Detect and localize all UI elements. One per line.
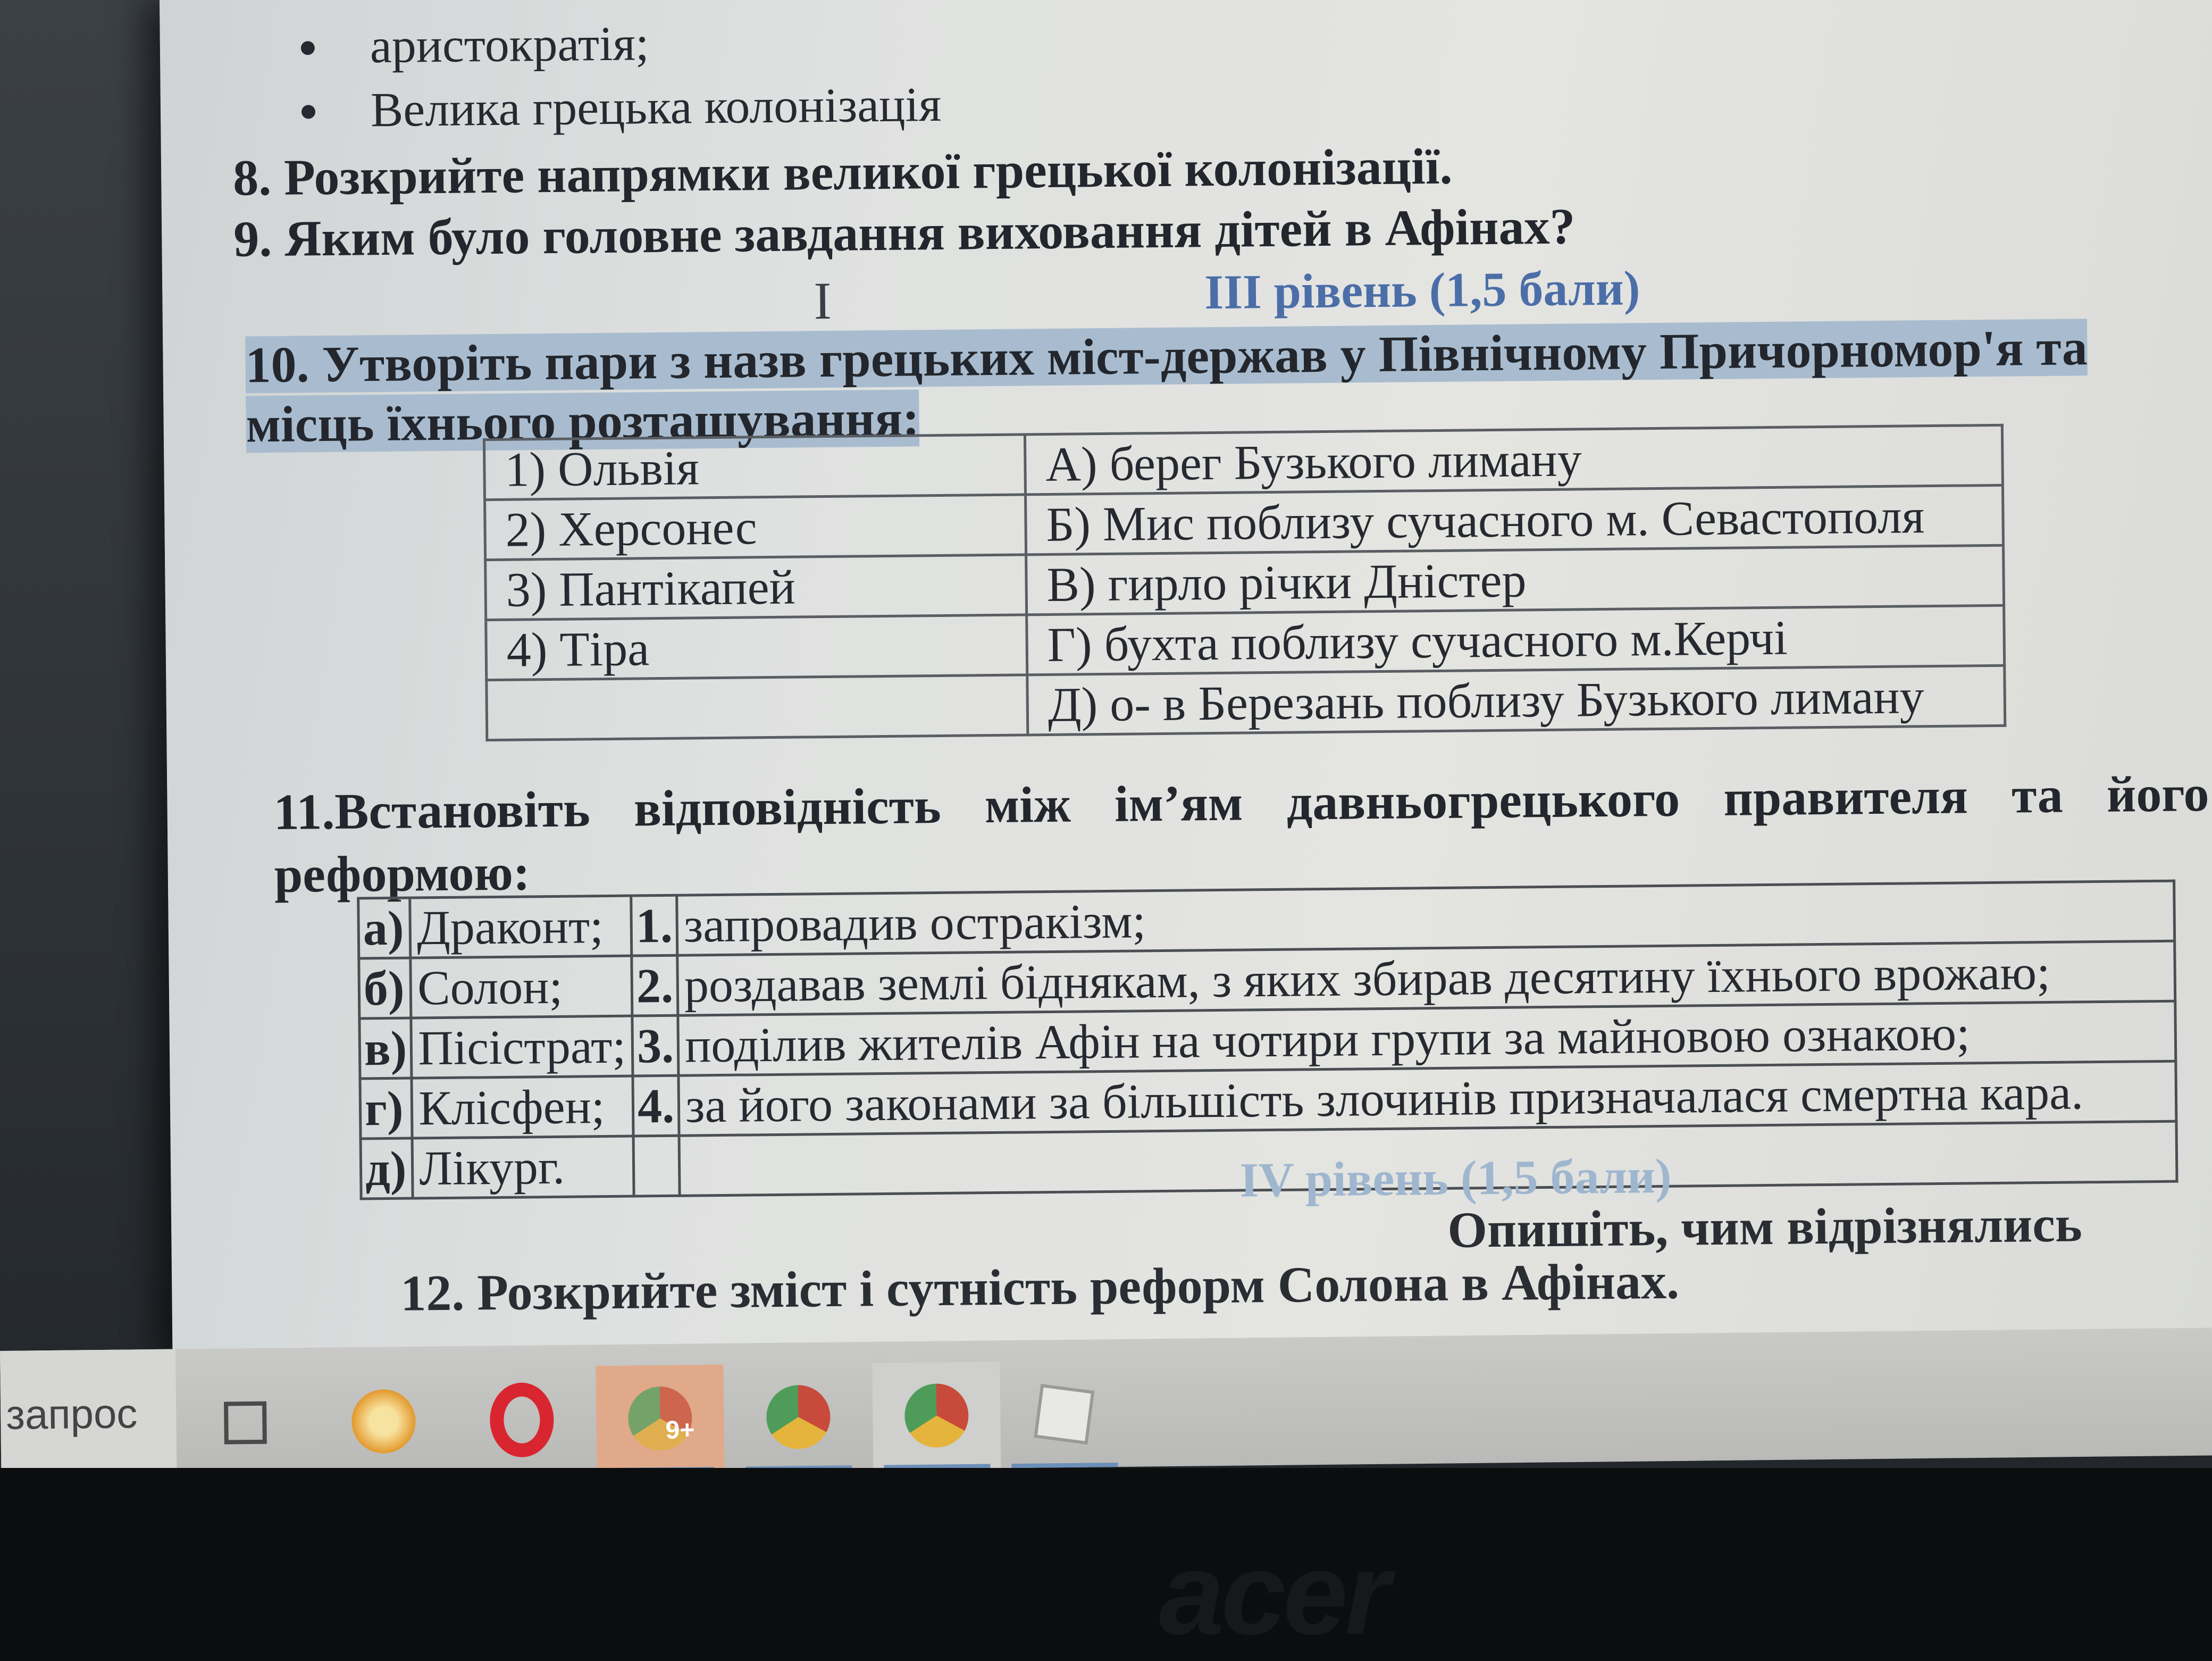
active-indicator bbox=[884, 1464, 990, 1468]
question-11-line-2: реформою: bbox=[274, 844, 531, 904]
city-cell bbox=[487, 675, 1028, 740]
search-text: запрос bbox=[5, 1389, 138, 1438]
ruler-key-cell: а) bbox=[358, 898, 410, 958]
active-indicator bbox=[745, 1465, 852, 1468]
location-cell: Д) о- в Березань поблизу Бузького лиману bbox=[1027, 665, 2005, 735]
question-11-word: давньогрецького bbox=[1286, 770, 1680, 831]
task-view-button[interactable] bbox=[181, 1369, 309, 1468]
ruler-name-cell: Клісфен; bbox=[412, 1076, 633, 1138]
city-cell: 2) Херсонес bbox=[485, 495, 1026, 560]
browser-button[interactable] bbox=[319, 1367, 448, 1468]
question-9: 9. Яким було головне завдання виховання дітей в Афінах? bbox=[233, 197, 1576, 268]
chrome-icon bbox=[766, 1385, 831, 1449]
question-11-word: та bbox=[2011, 766, 2064, 824]
reform-description-cell: за його законами за більшість злочинів призначалася смертна кара. bbox=[678, 1061, 2176, 1136]
bullet-item: аристократія; bbox=[370, 16, 649, 73]
browser-icon bbox=[351, 1389, 416, 1454]
question-11-word: 11.Встановіть bbox=[273, 780, 591, 841]
opera-button[interactable] bbox=[457, 1366, 586, 1468]
reform-number-cell: 3. bbox=[632, 1015, 678, 1076]
location-cell: Б) Мис поблизу сучасного м. Севастополя bbox=[1026, 485, 2004, 555]
question-11-word: правителя bbox=[1723, 767, 1968, 827]
chrome-button[interactable] bbox=[734, 1363, 862, 1468]
text-cursor-icon: I bbox=[813, 271, 832, 331]
active-indicator bbox=[607, 1467, 714, 1468]
reform-description-cell: роздавав землі біднякам, з яких збирав десятину їхнього врожаю; bbox=[677, 941, 2175, 1015]
ruler-name-cell: Драконт; bbox=[410, 896, 632, 958]
chrome-button-active[interactable] bbox=[596, 1365, 724, 1468]
bullet-icon bbox=[301, 105, 315, 119]
reform-number-cell: 1. bbox=[631, 895, 677, 956]
question-12-continuation: Опишіть, чим відрізнялись bbox=[1447, 1195, 2083, 1258]
app-icon bbox=[1034, 1384, 1094, 1445]
location-cell: Г) бухта поблизу сучасного м.Керчі bbox=[1027, 605, 2005, 675]
question-11-word: його bbox=[2106, 765, 2209, 823]
reform-number-cell: 4. bbox=[633, 1075, 679, 1136]
question-8: 8. Розкрийте напрямки великої грецької колонізації. bbox=[232, 137, 1453, 206]
ruler-key-cell: г) bbox=[360, 1078, 412, 1139]
question-11-word: між bbox=[984, 775, 1071, 834]
document-page[interactable] bbox=[160, 0, 2212, 1362]
notification-badge: 9+ bbox=[665, 1416, 695, 1445]
level-3-heading: ІІІ рівень (1,5 бали) bbox=[1204, 261, 1640, 320]
app-button[interactable] bbox=[1000, 1360, 1128, 1468]
reform-description-cell: запровадив остракізм; bbox=[677, 881, 2175, 955]
active-indicator bbox=[1011, 1463, 1118, 1468]
ruler-name-cell: Солон; bbox=[410, 956, 632, 1018]
city-cell: 1) Ольвія bbox=[484, 435, 1025, 500]
location-cell: А) берег Бузького лиману bbox=[1025, 425, 2002, 495]
level-4-heading: IV рівень (1,5 бали) bbox=[1239, 1148, 1672, 1207]
question-11-word: ім’ям bbox=[1114, 774, 1243, 832]
selected-text: 10. Утворіть пари з назв грецьких міст-держав у Північному Причорномор'я та місць їхнього розташування: bbox=[245, 319, 2088, 453]
city-cell: 4) Тіра bbox=[486, 615, 1027, 680]
document-body bbox=[160, 0, 2212, 1362]
city-cell: 3) Пантікапей bbox=[485, 555, 1027, 620]
reform-number-cell bbox=[633, 1136, 680, 1196]
opera-icon bbox=[490, 1382, 554, 1457]
bullet-icon bbox=[301, 41, 315, 55]
ruler-name-cell: Лікург. bbox=[412, 1136, 634, 1198]
ruler-key-cell: в) bbox=[359, 1018, 412, 1079]
chrome-button[interactable] bbox=[872, 1362, 1001, 1468]
question-12: 12. Розкрийте зміст і сутність реформ Солона в Афінах. bbox=[400, 1252, 1680, 1322]
ruler-key-cell: б) bbox=[359, 958, 411, 1019]
reform-description-cell: поділив жителів Афін на чотири групи за майновою ознакою; bbox=[678, 1001, 2176, 1075]
taskbar bbox=[0, 1328, 2212, 1468]
bullet-item: Велика грецька колонізація bbox=[370, 77, 942, 137]
cities-table bbox=[483, 424, 2006, 741]
reform-number-cell: 2. bbox=[632, 955, 678, 1016]
brand-logo: acer bbox=[1159, 1528, 1387, 1659]
question-11-word: відповідність bbox=[633, 777, 942, 837]
task-view-icon bbox=[224, 1401, 267, 1445]
search-box[interactable] bbox=[0, 1349, 177, 1468]
location-cell: В) гирло річки Дністер bbox=[1026, 545, 2004, 615]
ruler-name-cell: Пісістрат; bbox=[411, 1016, 633, 1078]
chrome-icon bbox=[904, 1383, 969, 1448]
ruler-key-cell: д) bbox=[361, 1138, 413, 1199]
